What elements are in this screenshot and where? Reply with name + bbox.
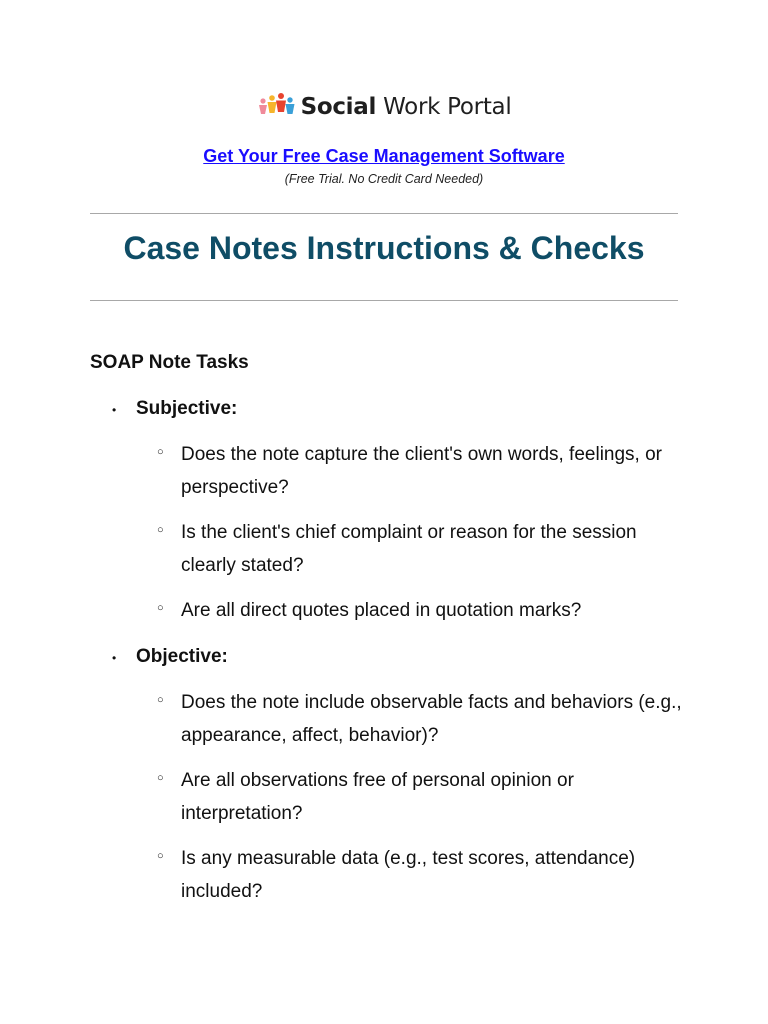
list-item <box>157 516 687 582</box>
bullet-dot: • <box>112 403 117 417</box>
brand-logo-group <box>257 92 512 122</box>
list-item-text: Are all direct quotes placed in quotation marks? <box>181 600 582 621</box>
list-item <box>157 842 687 908</box>
brand-logo <box>0 92 768 122</box>
cta-row <box>0 146 768 167</box>
bullet-circle: ○ <box>157 446 164 458</box>
list-item <box>157 594 687 627</box>
group-subjective <box>112 398 237 420</box>
list-item-text: Are all observations free of personal opinion or interpretation? <box>181 770 574 824</box>
brand-name <box>301 94 512 120</box>
group-label: Subjective: <box>136 398 238 419</box>
group-objective <box>112 646 228 668</box>
group-label: Objective: <box>136 646 228 667</box>
list-item-text: Is the client's chief complaint or reason for the session clearly stated? <box>181 522 637 576</box>
people-logo-icon <box>257 92 297 122</box>
bullet-circle: ○ <box>157 850 164 862</box>
list-item <box>157 764 687 830</box>
list-item <box>157 438 687 504</box>
bullet-circle: ○ <box>157 524 164 536</box>
bullet-dot: • <box>112 651 117 665</box>
divider-top <box>90 213 678 214</box>
bullet-circle: ○ <box>157 772 164 784</box>
section-heading: SOAP Note Tasks <box>90 352 249 373</box>
bullet-circle: ○ <box>157 602 164 614</box>
brand-name-bold: Social <box>300 94 377 120</box>
list-item-text: Does the note include observable facts and behaviors (e.g., appearance, affect, behavior)? <box>181 692 682 746</box>
list-item-text: Does the note capture the client's own words, feelings, or perspective? <box>181 444 663 498</box>
bullet-circle: ○ <box>157 694 164 706</box>
page-title: Case Notes Instructions & Checks <box>123 230 645 266</box>
free-software-link[interactable]: Get Your Free Case Management Software <box>203 146 565 166</box>
list-item-text: Is any measurable data (e.g., test scores, attendance) included? <box>181 848 636 902</box>
cta-subtext: (Free Trial. No Credit Card Needed) <box>284 172 484 186</box>
list-item <box>157 686 687 752</box>
divider-bottom <box>90 300 678 301</box>
brand-name-light: Work Portal <box>376 94 512 120</box>
